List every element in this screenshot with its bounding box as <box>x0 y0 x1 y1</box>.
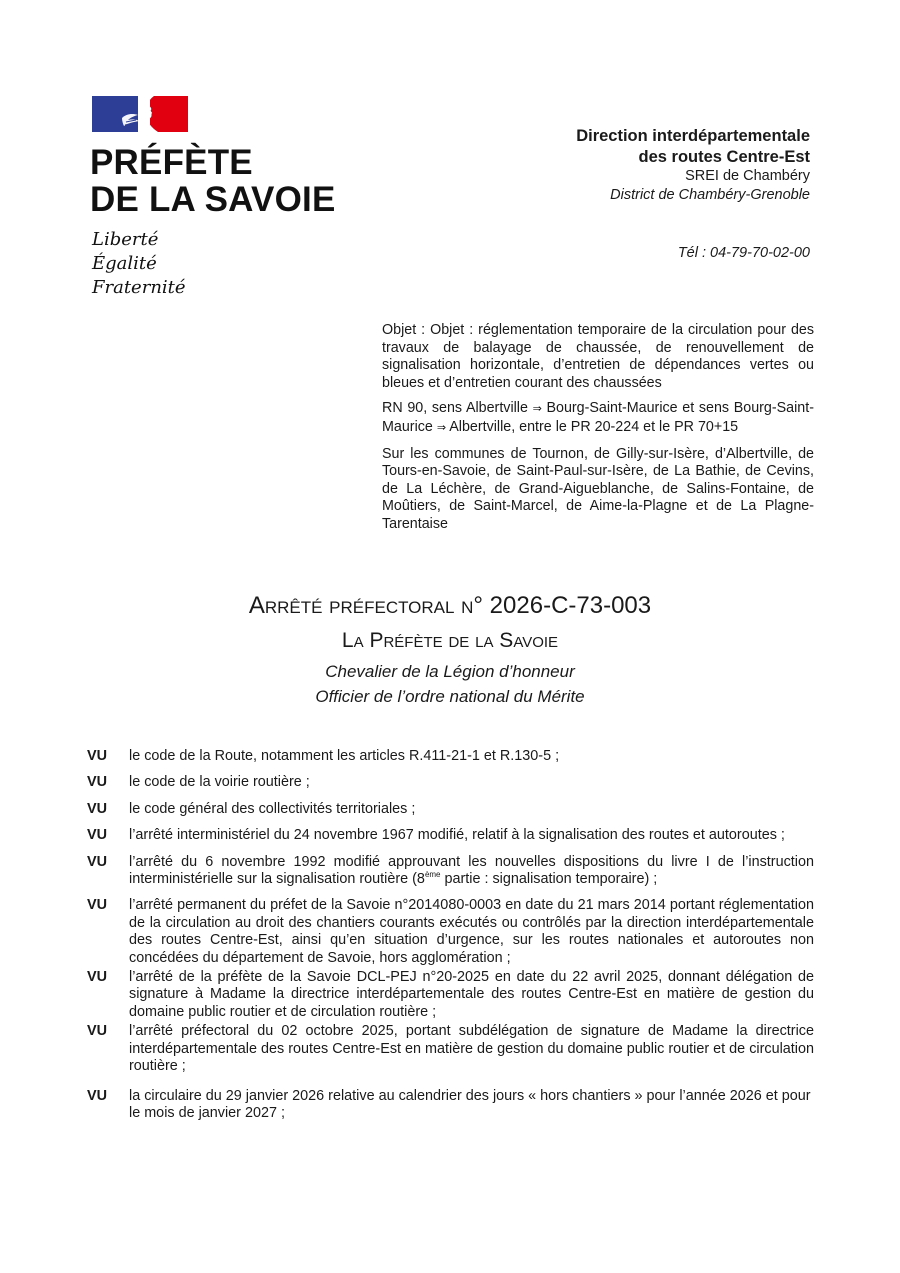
right-arrow-icon: ⇒ <box>532 403 542 416</box>
vu-text: l’arrêté permanent du préfet de la Savoie n°2014080-0003 en date du 21 mars 2014 portant réglementation de la circulation au droit des chantiers courants exécutés ou contrôlés par la direction interdépartementale des routes Centre-Est, ainsi qu’en situation d’urgence, sur les routes nationales et autoroutes non concédées du département de Savoie, hors agglomération ; <box>129 897 814 966</box>
flag-red-band <box>150 96 188 132</box>
vu-label: VU <box>87 748 107 764</box>
motto-liberte: Liberté <box>92 229 159 250</box>
vu-text: le code de la Route, notamment les articles R.411-21-1 et R.130-5 ; <box>129 748 560 764</box>
vu-list <box>87 748 814 1131</box>
service-district: District de Chambéry-Grenoble <box>610 187 810 203</box>
republic-motto <box>92 228 186 300</box>
service-unit: SREI de Chambéry <box>685 168 810 184</box>
objet-subject: Objet : Objet : réglementation temporaire de la circulation pour des travaux de balayage de chaussée, de renouvellement de signalisation horizontale, d’entretien de dépendances vertes ou bleues et d’entretien courant des chaussées <box>382 322 814 391</box>
honor-merite: Officier de l’ordre national du Mérite <box>315 687 585 706</box>
route-text: RN 90, sens Albertville <box>382 400 533 417</box>
motto-egalite: Égalité <box>92 253 157 274</box>
vu-item <box>87 827 814 844</box>
title-block <box>0 591 900 709</box>
vu-label: VU <box>87 1023 107 1040</box>
vu-label: VU <box>87 800 107 817</box>
service-phone: Tél : 04-79-70-02-00 <box>677 245 810 261</box>
objet-communes: Sur les communes de Tournon, de Gilly-sur-Isère, d’Albertville, de Tours-en-Savoie, de Saint-Paul-sur-Isère, de La Bathie, de Cevins, de La Léchère, de Grand-Aigueblanche, de Salins-Fontaine, de Moûtiers, de Saint-Marcel, de Aime-la-Plagne et de La Plagne-Tarentaise <box>382 445 814 532</box>
route-text: Albertville, entre le PR 20-224 et le PR 70+15 <box>446 418 739 435</box>
direction-name-line-2: des routes Centre-Est <box>638 147 810 166</box>
vu-label: VU <box>87 1087 107 1104</box>
authority-line-1: PRÉFÈTE <box>90 143 253 182</box>
flag-blue-band <box>92 96 138 132</box>
vu-label: VU <box>87 853 107 870</box>
ordinal-superscript: ème <box>424 870 441 880</box>
objet-block <box>382 322 814 542</box>
authority-line-2: DE LA SAVOIE <box>90 180 336 219</box>
direction-name-line-1: Direction interdépartementale <box>576 127 810 145</box>
vu-item <box>87 774 814 791</box>
vu-label: VU <box>87 774 107 791</box>
right-arrow-icon: ⇒ <box>436 421 447 434</box>
vu-item <box>87 897 814 967</box>
vu-item <box>87 748 814 765</box>
vu-label: VU <box>87 897 107 914</box>
vu-text-part: l’arrêté du 6 novembre 1992 modifié approuvant les nouvelles dispositions du livre I de l’instruction interministérielle sur la signalisation routière (8 <box>129 853 814 888</box>
vu-text: la circulaire du 29 janvier 2026 relative au calendrier des jours « hors chantiers » pour l’année 2026 et pour le mois de janvier 2027 ; <box>129 1087 811 1121</box>
vu-label: VU <box>87 827 107 844</box>
vu-text <box>129 854 814 889</box>
motto-fraternite: Fraternité <box>92 277 186 298</box>
vu-item <box>87 854 814 889</box>
vu-text: le code général des collectivités territoriales ; <box>129 800 416 817</box>
prefete-title: La Préfète de la Savoie <box>341 629 559 652</box>
arrete-title: Arrêté préfectoral n° 2026-C-73-003 <box>248 592 652 619</box>
vu-text: l’arrêté de la préfète de la Savoie DCL-PEJ n°20-2025 en date du 22 avril 2025, donnant délégation de signature à Madame la directrice interdépartementale des routes Centre-Est en matière de gestion du domaine public routier et de circulation routière ; <box>129 969 814 1020</box>
route-text: Bourg-Saint-Maurice et sens Bourg-Saint-Maurice <box>382 400 814 435</box>
service-header <box>576 126 810 263</box>
vu-text: le code de la voirie routière ; <box>129 774 310 791</box>
vu-item <box>87 1023 814 1075</box>
prefecture-name <box>90 144 336 218</box>
vu-text: l’arrêté interministériel du 24 novembre 1967 modifié, relatif à la signalisation des routes et autoroutes ; <box>129 827 785 844</box>
marianne-flag-icon <box>92 96 188 132</box>
vu-item <box>87 969 814 1021</box>
vu-item <box>87 801 814 818</box>
vu-label: VU <box>87 969 107 986</box>
vu-text: l’arrêté préfectoral du 02 octobre 2025, portant subdélégation de signature de Madame la directrice interdépartementale des routes Centre-Est en matière de gestion du domaine public routier et de circulation routière ; <box>129 1023 814 1075</box>
vu-text-part: partie : signalisation temporaire) ; <box>440 871 658 888</box>
vu-item <box>87 1088 814 1123</box>
honor-legion: Chevalier de la Légion d’honneur <box>325 662 575 681</box>
objet-route <box>382 400 814 437</box>
